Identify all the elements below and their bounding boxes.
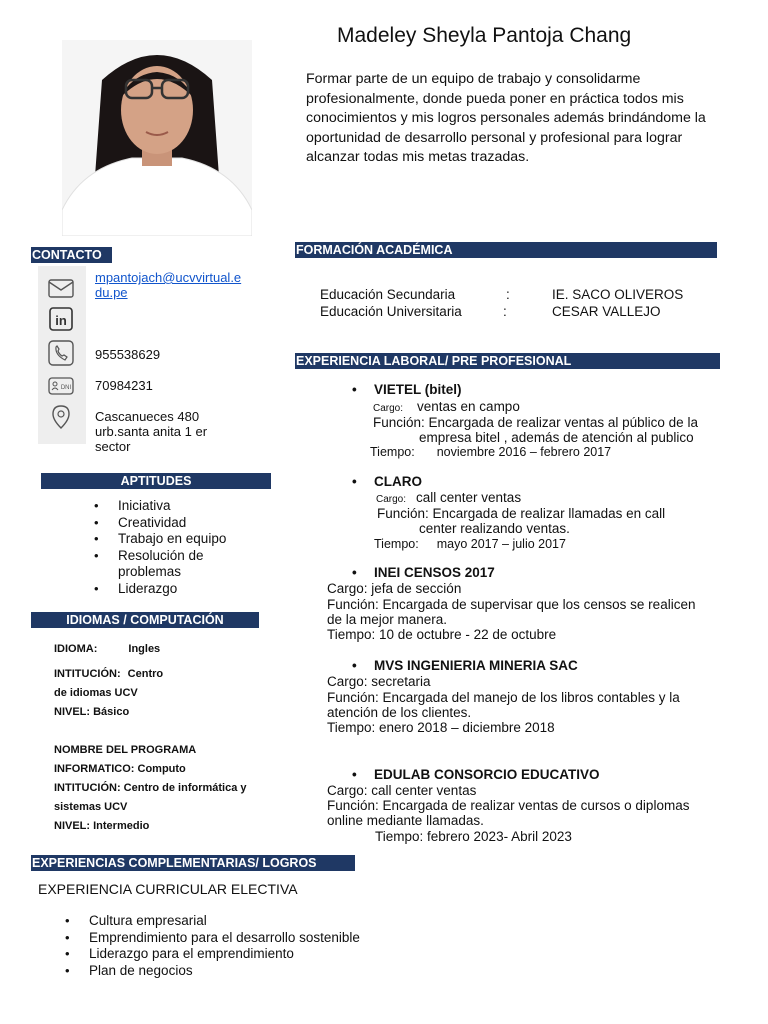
job-tiempo (374, 537, 566, 552)
idioma-label: IDIOMA: (54, 643, 98, 655)
objective-text: Formar parte de un equipo de trabajo y consolidarme profesionalmente, donde pueda poner en práctica todos mis conocimientos y mis logros personales además brindándome la oportunidad de desarrollo personal y profesional para lograr alcanzar todas mis metas trazadas. (306, 71, 706, 165)
aptitudes-header: APTITUDES (41, 473, 271, 489)
job-title-vietel: • VIETEL (bitel) (374, 382, 462, 397)
linkedin-icon (47, 307, 75, 333)
cargo-value: ventas en campo (417, 399, 520, 414)
job-tiempo: Tiempo: febrero 2023- Abril 2023 (375, 829, 572, 844)
job-tiempo: Tiempo: enero 2018 – diciembre 2018 (327, 720, 555, 735)
job-funcion-line2: online mediante llamadas. (327, 813, 484, 828)
job-funcion-line2: de la mejor manera. (327, 612, 448, 627)
formacion-header: FORMACIÓN ACADÉMICA (295, 242, 717, 258)
contact-header: CONTACTO (31, 247, 112, 263)
job-funcion-line1: Función: Encargada de realizar llamadas en call (377, 506, 666, 521)
full-name: Madeley Sheyla Pantoja Chang (337, 24, 632, 47)
job-funcion-line2: center realizando ventas. (419, 521, 570, 536)
cargo-label: Cargo: (376, 494, 407, 505)
edu-sep: : (506, 287, 510, 302)
email-link-line1[interactable]: mpantojach@ucvvirtual.e (95, 270, 242, 285)
job-cargo: Cargo: secretaria (327, 674, 431, 689)
cargo-label: Cargo: (373, 403, 404, 414)
mail-icon (47, 276, 75, 302)
list-item-text-line1: Resolución de (118, 547, 204, 563)
intitucion-label: INTITUCIÓN: (54, 668, 121, 680)
address-line1: Cascanueces 480 (95, 409, 200, 424)
email-link-line2[interactable]: du.pe (95, 285, 128, 300)
job-tiempo: Tiempo: 10 de octubre - 22 de octubre (327, 627, 557, 642)
location-pin-icon (47, 404, 75, 430)
job-title-claro: • CLARO (374, 474, 422, 489)
job-funcion-line1: Función: Encargada de realizar ventas de cursos o diplomas (327, 798, 690, 813)
idiomas-header: IDIOMAS / COMPUTACIÓN (31, 612, 259, 628)
list-item: • Creatividad (94, 515, 294, 532)
edu-school: CESAR VALLEJO (552, 304, 661, 319)
edu-sep: : (503, 304, 507, 319)
job-cargo: Cargo: jefa de sección (327, 581, 462, 596)
list-item: • Plan de negocios (65, 963, 425, 980)
job-cargo (373, 399, 520, 417)
edu-row-secundaria (320, 286, 455, 303)
contact-dni: 70984231 (95, 378, 153, 393)
svg-text:in: in (55, 313, 67, 328)
nivel-basico: NIVEL: Básico (54, 706, 130, 718)
list-item: • Cultura empresarial (65, 913, 425, 930)
tiempo-label: Tiempo: (374, 537, 419, 551)
job-title-inei: • INEI CENSOS 2017 (374, 565, 495, 580)
intitucion2-line2: sistemas UCV (54, 801, 128, 813)
profile-photo (62, 40, 252, 236)
tiempo-value: noviembre 2016 – febrero 2017 (436, 445, 612, 459)
complementarias-header: EXPERIENCIAS COMPLEMENTARIAS/ LOGROS (31, 855, 355, 871)
list-item: • Iniciativa (94, 498, 294, 515)
intitucion2-line1: INTITUCIÓN: Centro de informática y (54, 782, 247, 794)
cargo-value: call center ventas (416, 490, 522, 505)
complementarias-subtitle: EXPERIENCIA CURRICULAR ELECTIVA (38, 881, 298, 897)
phone-icon (47, 340, 75, 366)
job-title-edulab: • EDULAB CONSORCIO EDUCATIVO (374, 767, 600, 782)
edu-school: IE. SACO OLIVEROS (552, 287, 684, 302)
idiomas-section (54, 640, 274, 836)
list-item: • Liderazgo (94, 581, 294, 598)
edu-level: Educación Secundaria (320, 287, 456, 302)
list-item: • Trabajo en equipo (94, 531, 294, 548)
dni-icon (47, 373, 75, 399)
programa-line2: INFORMATICO: Computo (54, 763, 186, 775)
edu-level: Educación Universitaria (320, 304, 462, 319)
job-funcion-line2: atención de los clientes. (327, 705, 472, 720)
intitucion-value: Centro (127, 668, 164, 680)
contact-phone: 955538629 (95, 347, 161, 362)
tiempo-label: Tiempo: (370, 445, 415, 459)
idioma-row (54, 640, 274, 659)
person-portrait-icon (62, 40, 252, 236)
job-funcion-line2: empresa bitel , además de atención al publico (419, 430, 694, 445)
address-line3: sector (95, 439, 131, 454)
job-funcion-line1: Función: Encargada de realizar ventas al público de la (373, 415, 698, 430)
list-item: • Emprendimiento para el desarrollo sostenible (65, 930, 425, 947)
job-funcion-line1: Función: Encargada del manejo de los libros contables y la (327, 690, 680, 705)
intitucion-value-line2: de idiomas UCV (54, 687, 138, 699)
aptitudes-list (94, 498, 294, 597)
job-tiempo (370, 445, 611, 460)
job-cargo: Cargo: call center ventas (327, 783, 477, 798)
idioma-value: Ingles (128, 643, 161, 655)
job-cargo (376, 490, 521, 508)
address-line2: urb.santa anita 1 er (95, 424, 208, 439)
contact-icon-column (38, 266, 86, 444)
tiempo-value: mayo 2017 – julio 2017 (436, 537, 566, 551)
complementarias-list (65, 913, 425, 979)
contact-address (95, 409, 207, 454)
list-item-text-line2: problemas (118, 564, 182, 579)
job-title-mvs: • MVS INGENIERIA MINERIA SAC (374, 658, 578, 673)
nivel-intermedio: NIVEL: Intermedio (54, 820, 150, 832)
job-funcion-line1: Función: Encargada de supervisar que los censos se realicen (327, 597, 696, 612)
svg-text:DNI: DNI (60, 385, 72, 391)
list-item: • Liderazgo para el emprendimiento (65, 946, 425, 963)
intitucion-row (54, 665, 274, 684)
experiencia-header: EXPERIENCIA LABORAL/ PRE PROFESIONAL (295, 353, 720, 369)
list-item (94, 548, 294, 581)
programa-line1: NOMBRE DEL PROGRAMA (54, 744, 197, 756)
contact-email[interactable] (95, 270, 241, 300)
